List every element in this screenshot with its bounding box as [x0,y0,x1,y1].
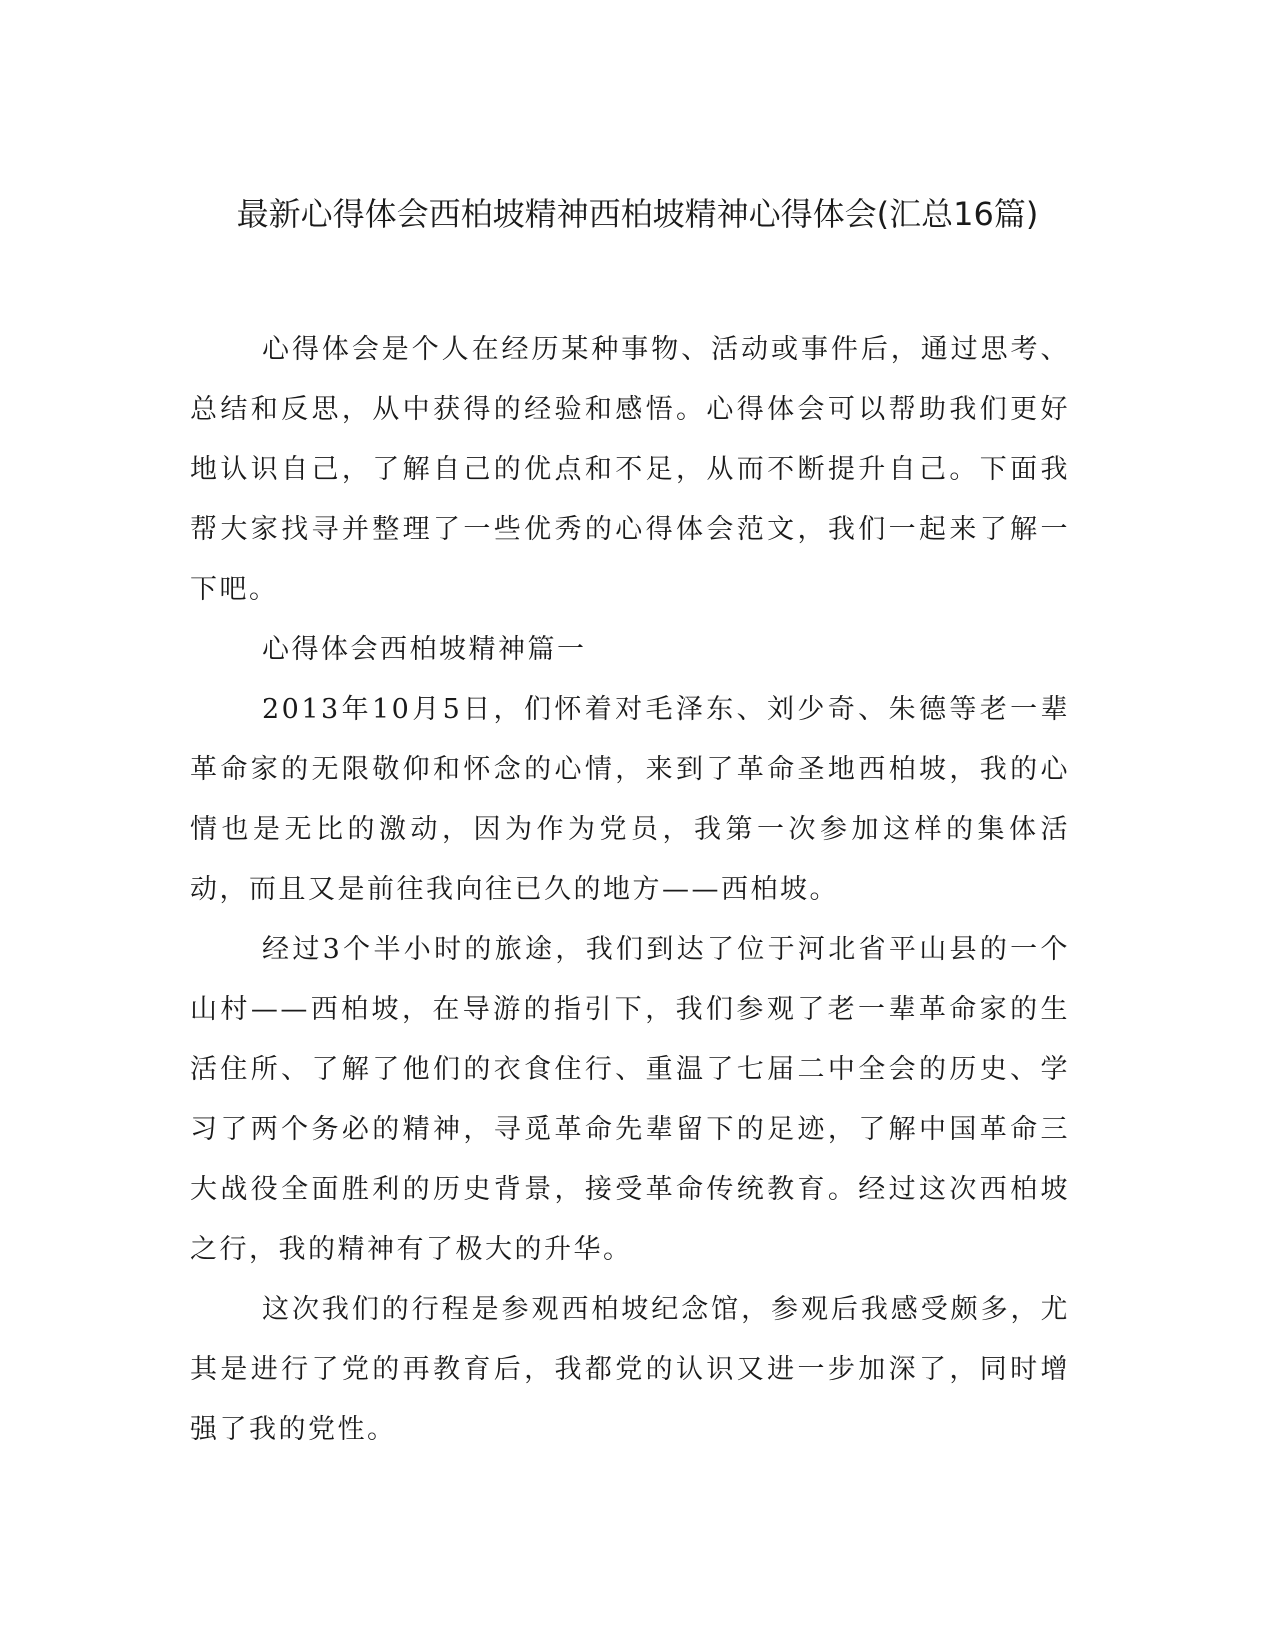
body-paragraph: 这次我们的行程是参观西柏坡纪念馆，参观后我感受颇多，尤其是进行了党的再教育后，我都党的认识又进一步加深了，同时增强了我的党性。 [190,1294,1070,1445]
document-title: 最新心得体会西柏坡精神西柏坡精神心得体会(汇总16篇) [236,195,1039,233]
body-paragraph: 2013年10月5日，们怀着对毛泽东、刘少奇、朱德等老一辈革命家的无限敬仰和怀念的心情，来到了革命圣地西柏坡，我的心情也是无比的激动，因为作为党员，我第一次参加这样的集体活动，而且又是前往我向往已久的地方——西柏坡。 [190,694,1070,905]
intro-paragraph: 心得体会是个人在经历某种事物、活动或事件后，通过思考、总结和反思，从中获得的经验和感悟。心得体会可以帮助我们更好地认识自己，了解自己的优点和不足，从而不断提升自己。下面我帮大家找寻并整理了一些优秀的心得体会范文，我们一起来了解一下吧。 [190,334,1070,605]
section-heading: 心得体会西柏坡精神篇一 [262,634,587,665]
body-paragraph: 经过3个半小时的旅途，我们到达了位于河北省平山县的一个山村——西柏坡，在导游的指引下，我们参观了老一辈革命家的生活住所、了解了他们的衣食住行、重温了七届二中全会的历史、学习了两个务必的精神，寻觅革命先辈留下的足迹，了解中国革命三大战役全面胜利的历史背景，接受革命传统教育。经过这次西柏坡之行，我的精神有了极大的升华。 [190,934,1070,1265]
document-body [190,320,1070,1460]
